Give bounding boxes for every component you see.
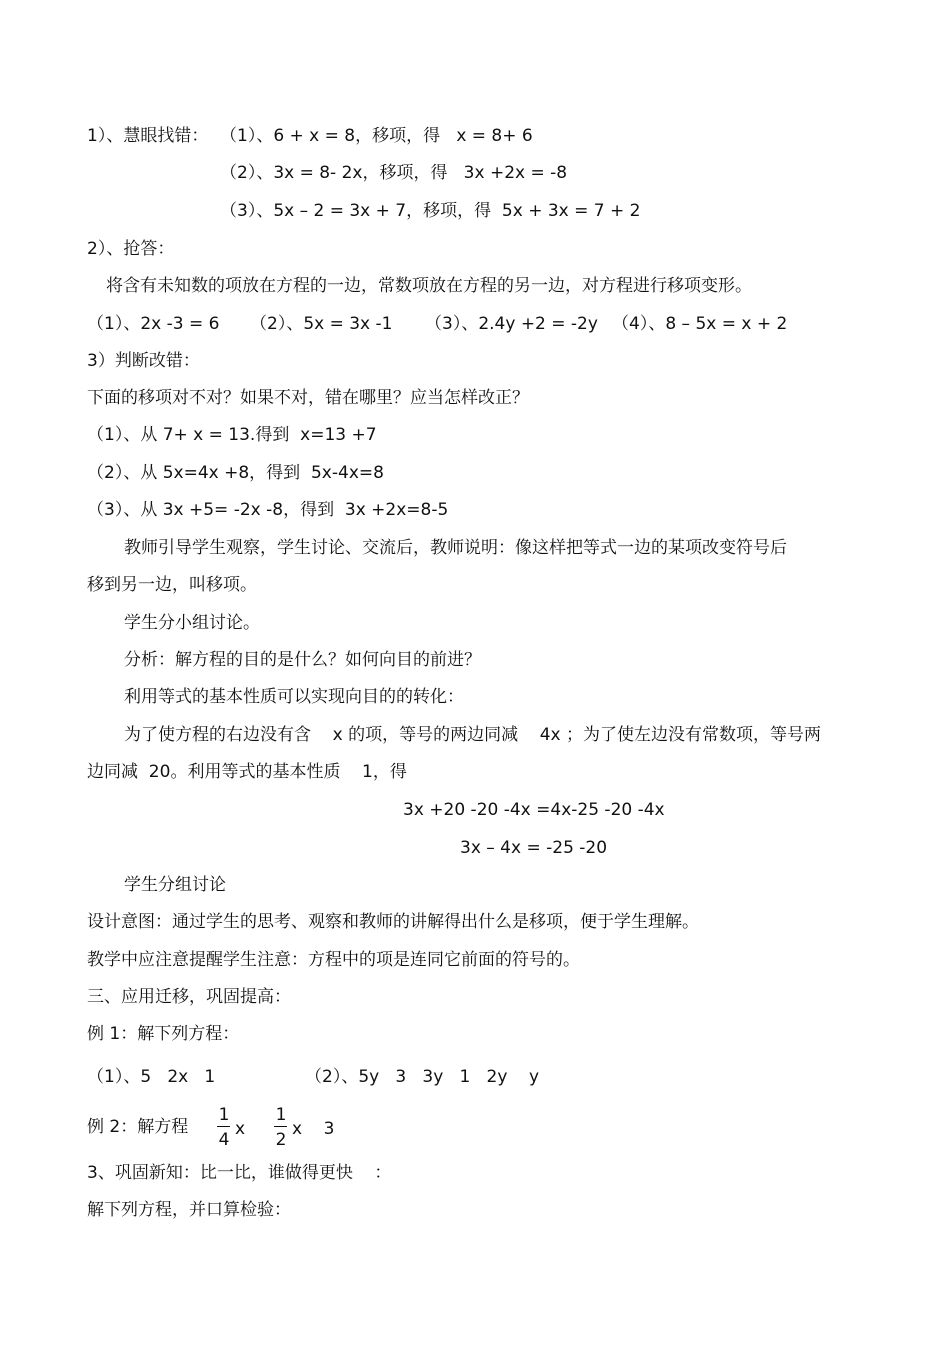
- equation-1: 3x +20 -20 -4x =4x-25 -20 -4x: [403, 800, 665, 820]
- section-1-item-1: （1）、6 + x = 8，移项，得 x = 8+ 6: [220, 126, 533, 146]
- section-3-label: 3）判断改错：: [87, 351, 200, 371]
- paragraph-5-line-2: 边同减 20。利用等式的基本性质 1，得: [87, 762, 407, 782]
- paragraph-4: 利用等式的基本性质可以实现向目的的转化：: [124, 687, 464, 707]
- section-3-item-3: （3）、从 3x +5= -2x -8，得到 3x +2x=8-5: [87, 500, 449, 520]
- section-3-question: 下面的移项对不对？如果不对，错在哪里？应当怎样改正？: [87, 388, 529, 408]
- equation-2: 3x – 4x = -25 -20: [460, 838, 608, 858]
- fraction-1-numerator: 1: [218, 1105, 230, 1125]
- paragraph-5-line-1: 为了使方程的右边没有含 x 的项，等号的两边同减 4x ；为了使左边没有常数项，等号两: [124, 725, 821, 745]
- section-2-label: 2）、抢答：: [87, 239, 175, 259]
- paragraph-6: 学生分组讨论: [124, 875, 226, 895]
- paragraph-1-line-1: 教师引导学生观察，学生讨论、交流后，教师说明：像这样把等式一边的某项改变符号后: [124, 538, 787, 558]
- example-1-question-2: （2）、5y 3 3y 1 2y y: [305, 1067, 540, 1087]
- fraction-2-bar: [274, 1126, 287, 1127]
- paragraph-3: 分析：解方程的目的是什么？如何向目的前进？: [124, 650, 481, 670]
- fraction-1-denominator: 4: [218, 1130, 230, 1150]
- section-5-instruction: 解下列方程，并口算检验：: [87, 1200, 291, 1220]
- section-2-question-1: （1）、2x -3 = 6: [87, 314, 220, 334]
- paragraph-2: 学生分小组讨论。: [124, 613, 260, 633]
- section-3-item-1: （1）、从 7+ x = 13.得到 x=13 +7: [87, 425, 377, 445]
- teaching-note: 教学中应注意提醒学生注意：方程中的项是连同它前面的符号的。: [87, 950, 580, 970]
- section-1-label: 1）、慧眼找错：: [87, 126, 209, 146]
- section-2-question-4: （4）、8 – 5x = x + 2: [612, 314, 788, 334]
- fraction-1-bar: [217, 1126, 230, 1127]
- section-5-heading: 3、巩固新知：比一比，谁做得更快 ：: [87, 1163, 392, 1183]
- example-2-label: 例 2：解方程: [87, 1117, 189, 1137]
- example-2-variable-1: x: [235, 1119, 246, 1139]
- design-intent: 设计意图：通过学生的思考、观察和教师的讲解得出什么是移项，便于学生理解。: [87, 912, 699, 932]
- section-1-item-2: （2）、3x = 8- 2x，移项，得 3x +2x = -8: [220, 163, 568, 183]
- section-2-question-2: （2）、5x = 3x -1: [250, 314, 393, 334]
- section-2-question-3: （3）、2.4y +2 = -2y: [425, 314, 598, 334]
- section-1-item-3: （3）、5x – 2 = 3x + 7，移项，得 5x + 3x = 7 + 2: [220, 201, 641, 221]
- paragraph-1-line-2: 移到另一边，叫移项。: [87, 575, 257, 595]
- fraction-2-denominator: 2: [275, 1130, 287, 1150]
- fraction-2-numerator: 1: [275, 1105, 287, 1125]
- section-2-instruction: 将含有未知数的项放在方程的一边，常数项放在方程的另一边，对方程进行移项变形。: [106, 276, 752, 296]
- example-1-label: 例 1：解下列方程：: [87, 1024, 240, 1044]
- example-2-variable-2: x 3: [292, 1119, 335, 1139]
- section-4-heading: 三、应用迁移，巩固提高：: [87, 987, 291, 1007]
- example-1-question-1: （1）、5 2x 1: [87, 1067, 216, 1087]
- section-3-item-2: （2）、从 5x=4x +8，得到 5x-4x=8: [87, 463, 384, 483]
